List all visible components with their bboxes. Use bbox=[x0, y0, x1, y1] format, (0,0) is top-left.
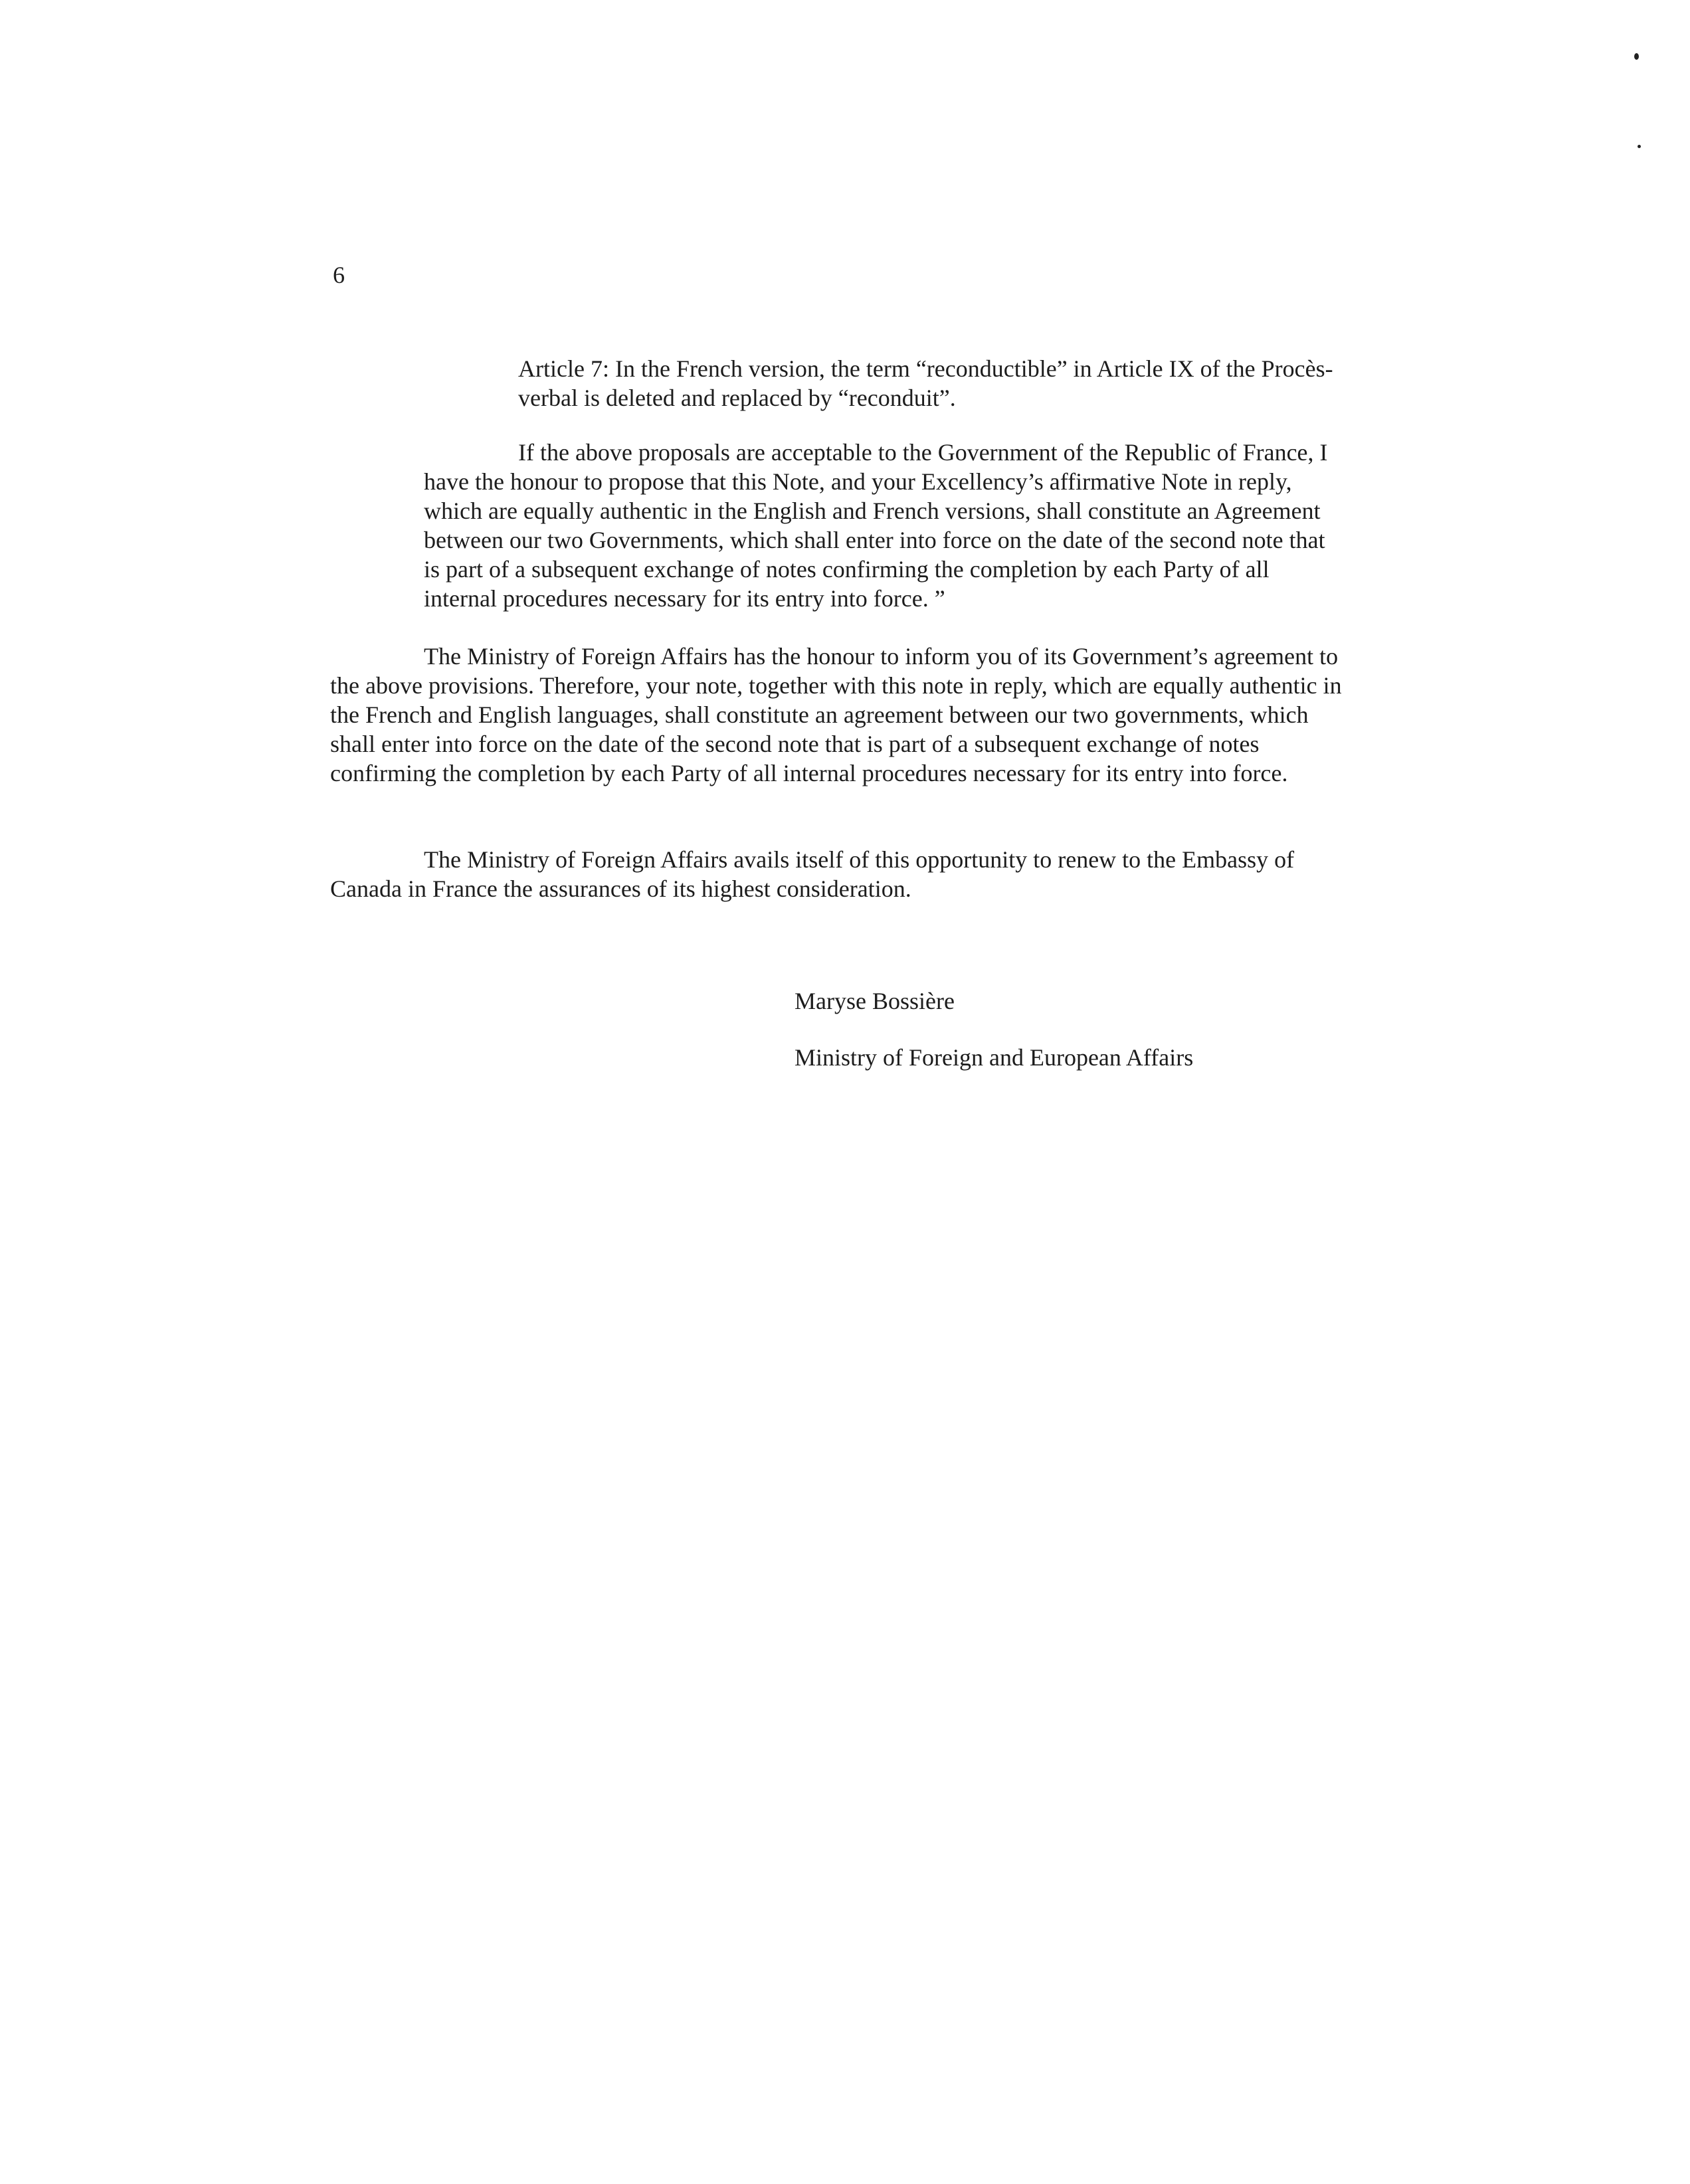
reply-agreement-paragraph: The Ministry of Foreign Affairs has the honour to inform you of its Government’s agreement to the above provisions. Therefore, your note, together with this note in reply, which are equally authentic in the French and English languages, shall constitute an agreement between our two governments, which shall enter into force on the date of the second note that is part of a subsequent exchange of notes confirming the completion by each Party of all internal procedures necessary for its entry into force. bbox=[330, 643, 1342, 786]
page-number: 6 bbox=[333, 262, 345, 288]
scan-speck bbox=[1638, 145, 1641, 148]
signatory-name: Maryse Bossière bbox=[795, 988, 955, 1014]
scan-speck bbox=[1634, 53, 1639, 60]
reply-closing-paragraph: The Ministry of Foreign Affairs avails itself of this opportunity to renew to the Embassy of Canada in France the assurances of its highest consideration. bbox=[330, 846, 1295, 902]
quoted-proposal-paragraph: If the above proposals are acceptable to the Government of the Republic of France, I have the honour to propose that this Note, and your Excellency’s affirmative Note in reply, which are equally authentic in the English and French versions, shall constitute an Agreement between our two Governments, which shall enter into force on the date of the second note that is part of a subsequent exchange of notes confirming the completion by each Party of all internal procedures necessary for its entry into force. ” bbox=[424, 439, 1328, 612]
signatory-organization: Ministry of Foreign and European Affairs bbox=[795, 1044, 1194, 1071]
quoted-article-7: Article 7: In the French version, the term “reconductible” in Article IX of the Procès-verbal is deleted and replaced by “reconduit”. bbox=[518, 355, 1333, 411]
